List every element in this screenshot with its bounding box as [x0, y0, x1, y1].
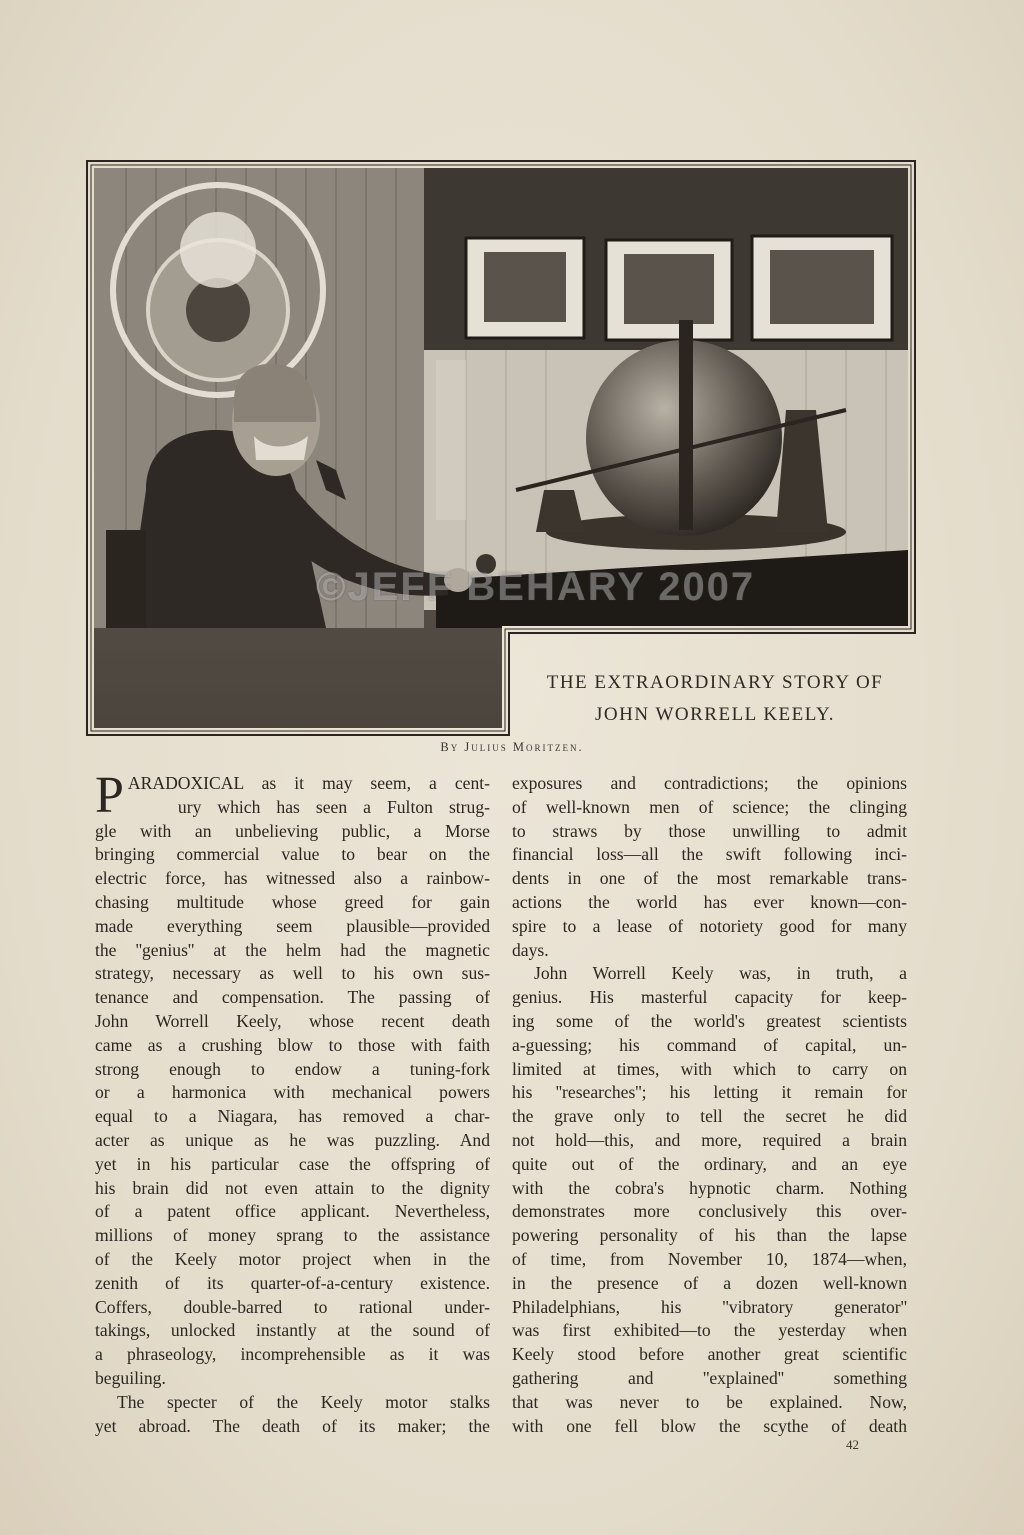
- byline: By Julius Moritzen.: [440, 740, 584, 754]
- illustration-frame: [86, 160, 916, 736]
- text-line: not hold—this, and more, required a brain: [512, 1129, 907, 1150]
- text-line: that was never to be explained. Now,: [512, 1391, 907, 1412]
- photograph-keely-with-globe-machine-icon: [86, 160, 916, 736]
- text-line: The specter of the Keely motor stalks: [117, 1391, 490, 1412]
- text-line: yet in his particular case the offspring of: [95, 1153, 490, 1174]
- drop-cap: P: [95, 767, 124, 824]
- text-line: actions the world has ever known—con-: [512, 891, 907, 912]
- text-line: genius. His masterful capacity for keep-: [512, 987, 907, 1008]
- right-column: [512, 772, 907, 1438]
- text-line: dents in one of the most remarkable trans-: [512, 868, 907, 889]
- text-line: in the presence of a dozen well-known: [512, 1272, 907, 1293]
- text-line: the grave only to tell the secret he did: [512, 1106, 907, 1127]
- copyright-watermark: ©JEFF BEHARY 2007: [316, 565, 756, 609]
- text-line: beguiling.: [95, 1367, 166, 1388]
- text-line: powering personality of his than the lapse: [512, 1225, 907, 1246]
- text-line: demonstrates more conclusively this over-: [512, 1201, 907, 1222]
- text-line: strong enough to endow a tuning-fork: [95, 1058, 490, 1079]
- text-line: acter as unique as he was puzzling. And: [95, 1129, 490, 1150]
- page-number: 42: [846, 1437, 859, 1452]
- text-line: spire to a lease of notoriety good for many: [512, 915, 907, 936]
- text-line: exposures and contradictions; the opinions: [512, 773, 907, 793]
- text-line: gle with an unbelieving public, a Morse: [95, 820, 490, 841]
- text-line: Coffers, double-barred to rational under-: [95, 1296, 490, 1317]
- text-line: strategy, necessary as well to his own sus-: [95, 963, 490, 984]
- text-line: zenith of its quarter-of-a-century existence.: [95, 1272, 490, 1293]
- left-column: [95, 767, 490, 1438]
- text-line: John Worrell Keely, whose recent death: [95, 1010, 490, 1031]
- text-line: his brain did not even attain to the dignity: [95, 1177, 490, 1198]
- text-line: a-guessing; his command of capital, un-: [512, 1034, 907, 1055]
- text-line: quite out of the ordinary, and an eye: [512, 1153, 907, 1174]
- text-line: yet abroad. The death of its maker; the: [95, 1415, 490, 1436]
- article-title-line1: THE EXTRAORDINARY STORY OF: [546, 672, 884, 693]
- text-line: the ''genius'' at the helm had the magnetic: [95, 939, 490, 960]
- text-line: limited at times, with which to carry on: [512, 1058, 907, 1079]
- text-line: tenance and compensation. The passing of: [95, 987, 490, 1008]
- text-line: with one fell blow the scythe of death: [512, 1415, 907, 1436]
- text-line: financial loss—all the swift following inci-: [512, 844, 907, 865]
- text-line: bringing commercial value to bear on the: [95, 844, 490, 865]
- text-line: electric force, has witnessed also a rainbow-: [95, 868, 490, 889]
- text-line: of a patent office applicant. Nevertheless,: [95, 1201, 490, 1222]
- text-line: ing some of the world's greatest scientists: [512, 1010, 907, 1031]
- text-line: Keely stood before another great scientific: [512, 1344, 907, 1365]
- text-line: of time, from November 10, 1874—when,: [512, 1248, 907, 1269]
- text-line: days.: [512, 939, 549, 960]
- text-line: millions of money sprang to the assistance: [95, 1225, 490, 1246]
- text-line: a phraseology, incomprehensible as it was: [95, 1344, 490, 1365]
- text-line: chasing multitude whose greed for gain: [95, 891, 490, 912]
- text-line: his ''researches''; his letting it remain for: [512, 1082, 907, 1103]
- text-line: equal to a Niagara, has removed a char-: [95, 1106, 490, 1127]
- text-line: of the Keely motor project when in the: [95, 1248, 490, 1269]
- text-line: was first exhibited—to the yesterday when: [512, 1320, 907, 1341]
- text-line: takings, unlocked instantly at the sound of: [95, 1320, 490, 1341]
- text-line: gathering and ''explained'' something: [512, 1367, 907, 1388]
- text-line: ury which has seen a Fulton strug-: [177, 796, 490, 817]
- text-line: came as a crushing blow to those with faith: [95, 1034, 490, 1055]
- text-line: or a harmonica with mechanical powers: [95, 1082, 490, 1103]
- text-line: ARADOXICAL as it may seem, a cent-: [127, 773, 490, 793]
- text-line: to straws by those unwilling to admit: [512, 820, 907, 841]
- article-title-line2: JOHN WORRELL KEELY.: [595, 704, 835, 725]
- text-line: Philadelphians, his ''vibratory generator'': [512, 1296, 907, 1317]
- text-line: of well-known men of science; the clinging: [512, 796, 907, 817]
- text-line: John Worrell Keely was, in truth, a: [534, 963, 907, 984]
- text-line: made everything seem plausible—provided: [95, 915, 490, 936]
- text-line: with the cobra's hypnotic charm. Nothing: [512, 1177, 907, 1198]
